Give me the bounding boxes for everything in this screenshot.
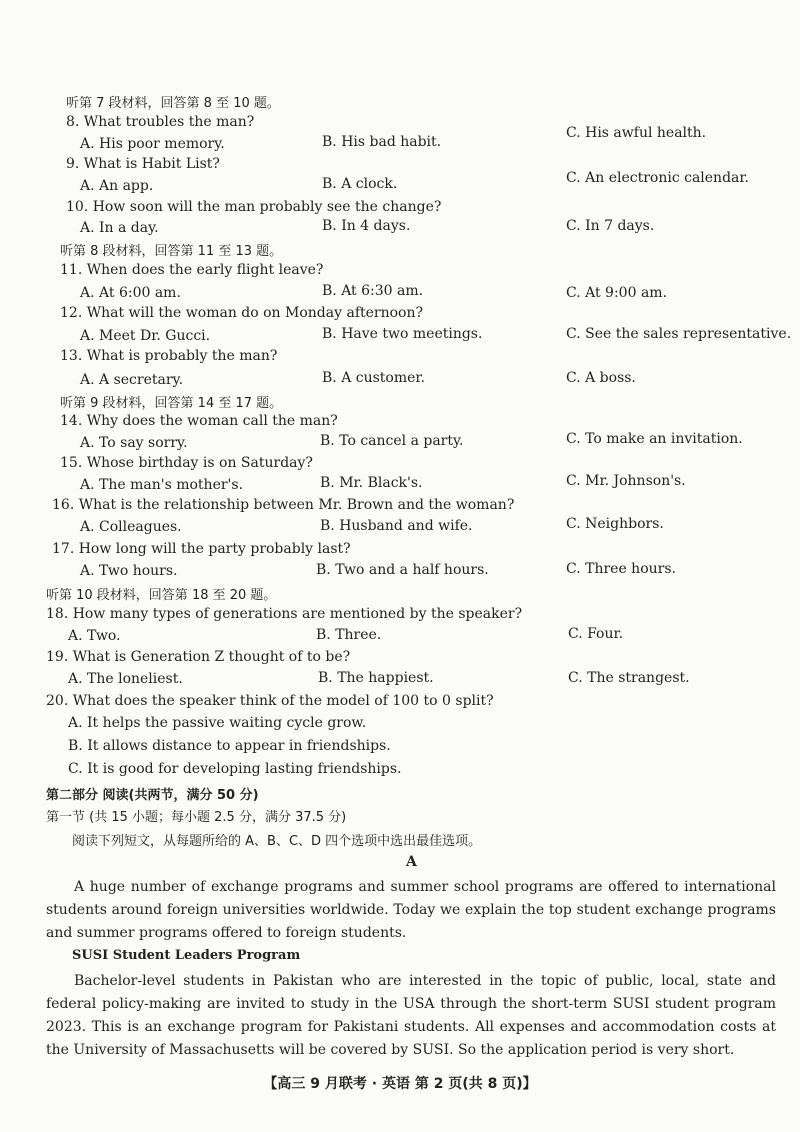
option-c: C. His awful health.: [566, 125, 707, 141]
option-c: C. Three hours.: [566, 561, 676, 577]
question-stem: 18. How many types of generations are mentioned by the speaker?: [46, 606, 523, 622]
option-a: A. An app.: [80, 178, 154, 194]
paragraph-text: Bachelor-level students in Pakistan who are interested in the topic of public, local, state and federal policy-making are invited to study in the USA through the short-term SUSI student program 2023. This is an exchange program for Pakistani students. All expenses and accommodation costs at the University of Massachusetts will be covered by SUSI. So the application period is very short.: [46, 973, 776, 1058]
option-c: C. At 9:00 am.: [566, 285, 668, 301]
option-c: C. Neighbors.: [566, 516, 664, 532]
option-b: B. It allows distance to appear in friendships.: [68, 738, 391, 754]
paragraph-text: A huge number of exchange programs and summer school programs are offered to international students around foreign universities worldwide. Today we explain the top student exchange programs and summer programs offered to foreign students.: [46, 879, 776, 941]
question-stem: 15. Whose birthday is on Saturday?: [60, 455, 313, 471]
section-heading: 听第 10 段材料，回答第 18 至 20 题。: [46, 588, 277, 603]
option-b: B. A clock.: [322, 176, 398, 192]
question-stem: 19. What is Generation Z thought of to be?: [46, 649, 351, 665]
section-heading: 第一节 (共 15 小题；每小题 2.5 分，满分 37.5 分): [46, 810, 347, 825]
option-b: B. Husband and wife.: [320, 518, 473, 534]
question-stem: 17. How long will the party probably last?: [52, 541, 351, 557]
option-c: C. A boss.: [566, 370, 636, 386]
section-heading: 听第 8 段材料，回答第 11 至 13 题。: [60, 244, 283, 259]
option-b: B. Three.: [316, 627, 382, 643]
question-stem: 14. Why does the woman call the man?: [60, 413, 338, 429]
option-a: A. His poor memory.: [80, 136, 225, 152]
paragraph: [46, 876, 776, 945]
question-stem: 16. What is the relationship between Mr. Brown and the woman?: [52, 497, 515, 513]
option-b: B. Have two meetings.: [322, 326, 483, 342]
question-stem: 10. How soon will the man probably see the change?: [66, 199, 442, 215]
option-b: B. In 4 days.: [322, 218, 411, 234]
question-stem: 11. When does the early flight leave?: [60, 262, 324, 278]
question-stem: 9. What is Habit List?: [66, 156, 220, 172]
option-c: C. The strangest.: [568, 670, 690, 686]
option-b: B. To cancel a party.: [320, 433, 464, 449]
option-a: A. The man's mother's.: [80, 477, 244, 493]
option-a: A. A secretary.: [80, 372, 184, 388]
option-a: A. In a day.: [80, 220, 159, 236]
option-b: B. The happiest.: [318, 670, 434, 686]
option-c: C. It is good for developing lasting friendships.: [68, 761, 402, 777]
part-heading: 第二部分 阅读(共两节，满分 50 分): [46, 788, 259, 803]
section-heading: 听第 7 段材料，回答第 8 至 10 题。: [66, 96, 280, 111]
passage-label: A: [406, 854, 417, 870]
section-heading: 听第 9 段材料，回答第 14 至 17 题。: [60, 396, 283, 411]
paragraph: [46, 970, 776, 1062]
subheading: SUSI Student Leaders Program: [72, 948, 301, 963]
question-stem: 12. What will the woman do on Monday afternoon?: [60, 305, 424, 321]
option-c: C. An electronic calendar.: [566, 170, 749, 186]
instructions: 阅读下列短文，从每题所给的 A、B、C、D 四个选项中选出最佳选项。: [72, 834, 482, 849]
question-stem: 20. What does the speaker think of the model of 100 to 0 split?: [46, 693, 494, 709]
option-b: B. A customer.: [322, 370, 426, 386]
option-c: C. Mr. Johnson's.: [566, 473, 686, 489]
question-stem: 13. What is probably the man?: [60, 348, 278, 364]
option-c: C. Four.: [568, 626, 624, 642]
option-a: A. Two.: [68, 628, 121, 644]
option-b: B. At 6:30 am.: [322, 283, 424, 299]
option-c: C. To make an invitation.: [566, 431, 743, 447]
option-a: A. Two hours.: [80, 563, 178, 579]
option-a: A. Colleagues.: [80, 519, 182, 535]
page-footer: 【高三 9 月联考 · 英语 第 2 页(共 8 页)】: [263, 1076, 537, 1092]
option-a: A. At 6:00 am.: [80, 285, 181, 301]
option-a: A. It helps the passive waiting cycle grow.: [68, 715, 367, 731]
option-b: B. Mr. Black's.: [320, 475, 423, 491]
option-a: A. Meet Dr. Gucci.: [80, 328, 211, 344]
option-b: B. Two and a half hours.: [316, 562, 489, 578]
option-a: A. To say sorry.: [80, 435, 188, 451]
option-c: C. In 7 days.: [566, 218, 655, 234]
option-a: A. The loneliest.: [68, 671, 183, 687]
question-stem: 8. What troubles the man?: [66, 114, 255, 130]
option-c: C. See the sales representative.: [566, 326, 792, 342]
option-b: B. His bad habit.: [322, 134, 442, 150]
